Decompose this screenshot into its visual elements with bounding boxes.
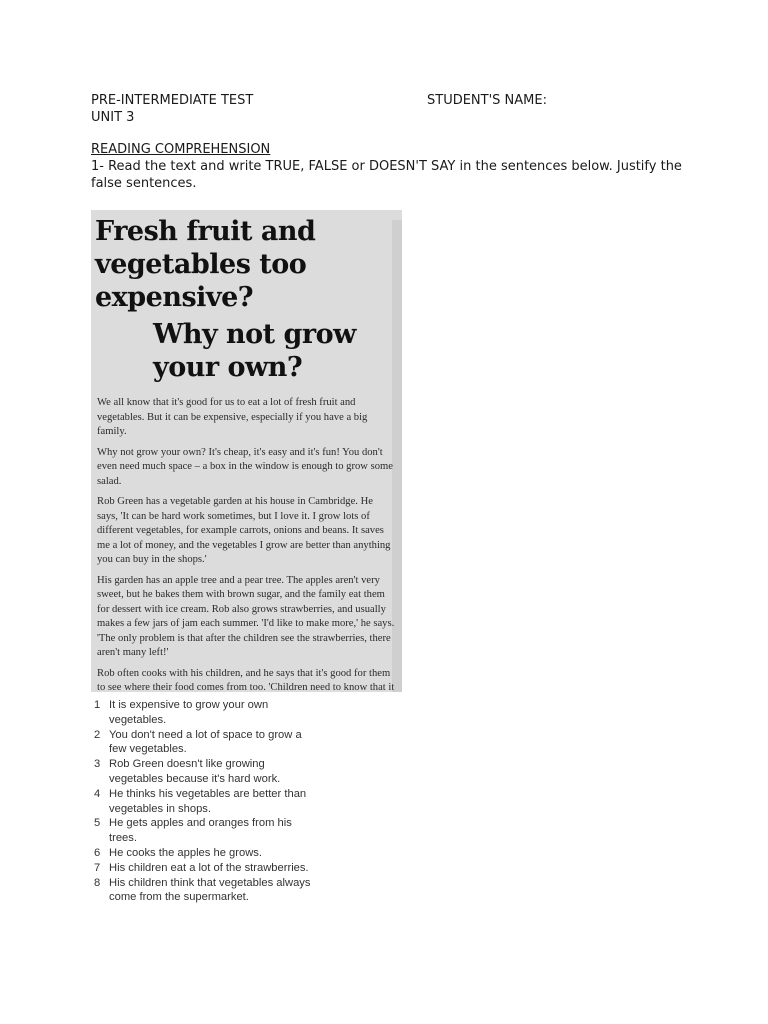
student-name-label: STUDENT'S NAME: bbox=[427, 93, 547, 108]
question-text: His children eat a lot of the strawberries. bbox=[109, 861, 309, 874]
test-title: PRE-INTERMEDIATE TEST bbox=[91, 93, 254, 108]
question-text: His children think that vegetables always come from the supermarket. bbox=[109, 876, 311, 904]
question-item bbox=[91, 698, 321, 728]
question-text: It is expensive to grow your own vegetables. bbox=[109, 699, 269, 726]
question-item bbox=[91, 816, 321, 846]
question-number: 5 bbox=[94, 817, 101, 830]
question-item bbox=[91, 876, 321, 906]
article-body bbox=[97, 396, 395, 692]
question-number: 7 bbox=[94, 861, 101, 874]
instruction-text: 1- Read the text and write TRUE, FALSE or DOESN'T SAY in the sentences below. Justify the false sentences. bbox=[91, 159, 682, 191]
question-text: He thinks his vegetables are better than vegetables in shops. bbox=[109, 787, 307, 815]
question-text: He cooks the apples he grows. bbox=[109, 846, 262, 859]
article-headline-2: Why not grow your own? bbox=[153, 319, 356, 383]
question-item bbox=[91, 787, 321, 817]
question-number: 4 bbox=[94, 787, 101, 800]
unit-label: UNIT 3 bbox=[91, 110, 135, 125]
question-number: 3 bbox=[94, 758, 101, 771]
section-title: READING COMPREHENSION bbox=[91, 142, 271, 157]
question-text: You don't need a lot of space to grow a few vegetables. bbox=[109, 728, 302, 756]
question-list bbox=[91, 698, 321, 905]
question-number: 1 bbox=[94, 699, 101, 711]
article-paragraph: We all know that it's good for us to eat a lot of fresh fruit and vegetables. But it can be expensive, especially if you have a big family. bbox=[97, 397, 368, 437]
question-item bbox=[91, 861, 321, 876]
question-number: 8 bbox=[94, 876, 101, 889]
article-paragraph: Rob often cooks with his children, and he says that it's good for them to see where their food comes from too. 'Children need to know that it bbox=[97, 667, 395, 692]
article-paragraph: His garden has an apple tree and a pear tree. The apples aren't very sweet, but he bakes them with brown sugar, and the family eat them for dessert with ice cream. Rob also grows strawberries, and usually makes a few jars of jam each summer. 'I'd like to make more,' he says. 'The only problem is that after the children see the strawberries, there aren't many left!' bbox=[97, 574, 395, 658]
question-text: He gets apples and oranges from his trees. bbox=[109, 817, 292, 845]
article-image bbox=[91, 210, 402, 692]
question-item bbox=[91, 846, 321, 861]
question-item bbox=[91, 757, 321, 787]
question-text: Rob Green doesn't like growing vegetables because it's hard work. bbox=[109, 758, 281, 785]
article-paragraph: Why not grow your own? It's cheap, it's easy and it's fun! You don't even need much space – a box in the window is enough to grow some salad. bbox=[97, 446, 393, 487]
question-number: 6 bbox=[94, 846, 101, 859]
article-paragraph: Rob Green has a vegetable garden at his house in Cambridge. He says, 'It can be hard work sometimes, but I love it. I grow lots of different vegetables, for example carrots, onions and beans. It saves me a lot of money, and the vegetables I grow are better than anything you can buy in the shops.' bbox=[97, 496, 391, 565]
question-item bbox=[91, 728, 321, 758]
article-headline-1: Fresh fruit and vegetables too expensive? bbox=[95, 216, 316, 313]
question-number: 2 bbox=[94, 728, 101, 741]
